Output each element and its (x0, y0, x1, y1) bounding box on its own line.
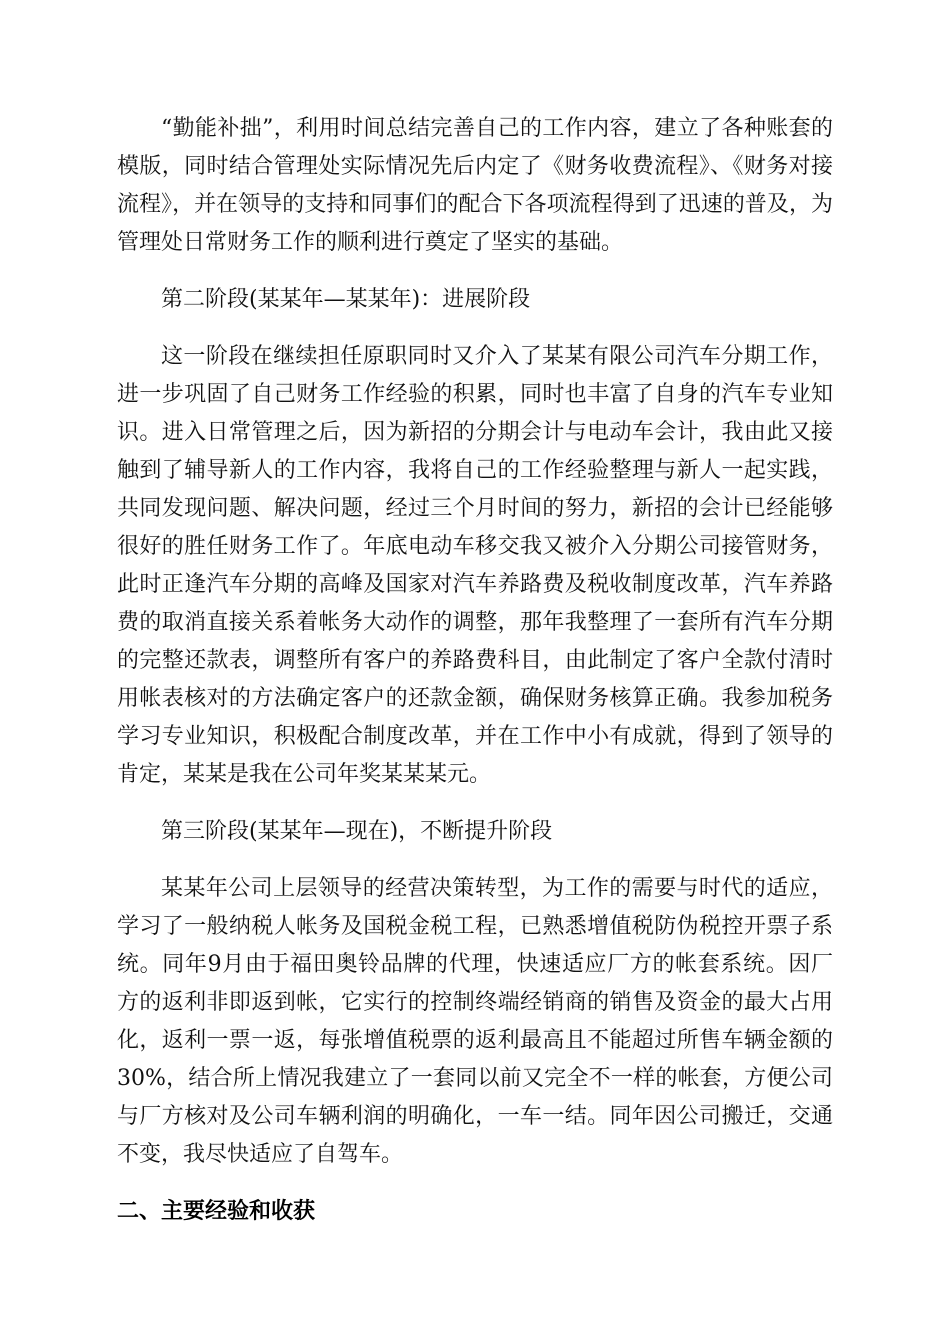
stage-three-heading: 第三阶段(某某年—现在)，不断提升阶段 (161, 819, 553, 844)
section-heading: 二、主要经验和收获 (117, 1199, 316, 1224)
document-body (117, 110, 833, 1250)
paragraph-stage-three: 某某年公司上层领导的经营决策转型，为工作的需要与时代的适应，学习了一般纳税人帐务及国税金税工程，已熟悉增值税防伪税控开票子系统。同年9月由于福田奥铃品牌的代理，快速适应厂方的帐套系统。因厂方的返利非即返到帐，它实行的控制终端经销商的销售及资金的最大占用化，返利一票一返，每张增值税票的返利最高且不能超过所售车辆金额的30%，结合所上情况我建立了一套同以前又完全不一样的帐套，方便公司与厂方核对及公司车辆利润的明确化，一车一结。同年因公司搬迁，交通不变，我尽快适应了自驾车。 (117, 876, 833, 1167)
stage-two-heading: 第二阶段(某某年—某某年)：进展阶段 (161, 287, 531, 312)
paragraph-diligence: “勤能补拙”，利用时间总结完善自己的工作内容，建立了各种账套的模版，同时结合管理处实际情况先后内定了《财务收费流程》、《财务对接流程》，并在领导的支持和同事们的配合下各项流程得到了迅速的普及，为管理处日常财务工作的顺利进行奠定了坚实的基础。 (117, 116, 833, 255)
paragraph-stage-two: 这一阶段在继续担任原职同时又介入了某某有限公司汽车分期工作，进一步巩固了自己财务工作经验的积累，同时也丰富了自身的汽车专业知识。进入日常管理之后，因为新招的分期会计与电动车会计，我由此又接触到了辅导新人的工作内容，我将自己的工作经验整理与新人一起实践，共同发现问题、解决问题，经过三个月时间的努力，新招的会计已经能够很好的胜任财务工作了。年底电动车移交我又被介入分期公司接管财务，此时正逢汽车分期的高峰及国家对汽车养路费及税收制度改革，汽车养路费的取消直接关系着帐务大动作的调整，那年我整理了一套所有汽车分期的完整还款表，调整所有客户的养路费科目，由此制定了客户全款付清时用帐表核对的方法确定客户的还款金额，确保财务核算正确。我参加税务学习专业知识，积极配合制度改革，并在工作中小有成就，得到了领导的肯定，某某是我在公司年奖某某某元。 (117, 344, 833, 787)
